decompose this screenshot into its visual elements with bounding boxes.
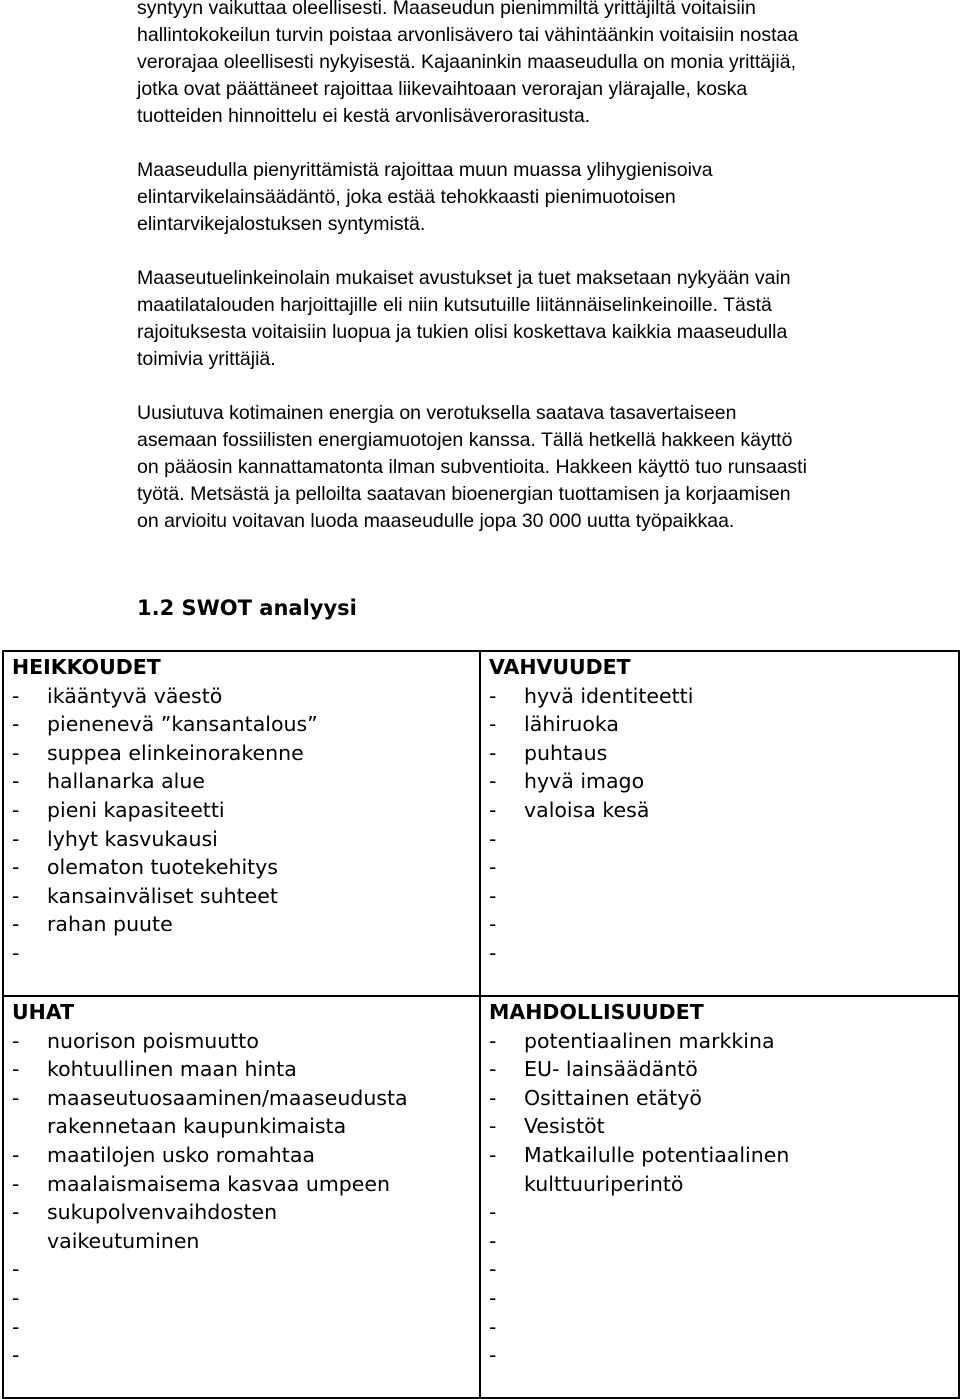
bullet-dash: - bbox=[12, 1285, 20, 1310]
swot-item-text: kansainväliset suhteet bbox=[47, 883, 278, 908]
text-line: Uusiutuva kotimainen energia on verotuksella saatava tasavertaiseen bbox=[137, 402, 737, 424]
bullet-dash: - bbox=[12, 712, 20, 737]
swot-item bbox=[12, 739, 479, 768]
text-line: on pääosin kannattamatonta ilman subventioita. Hakkeen käyttö tuo runsaasti bbox=[137, 456, 807, 478]
bullet-dash: - bbox=[12, 1028, 20, 1053]
bullet-dash: - bbox=[489, 855, 497, 880]
text-line: elintarvikelainsäädäntö, joka estää tehokkaasti pienimuotoisen bbox=[137, 186, 676, 208]
swot-item-text: sukupolvenvaihdosten vaikeutuminen bbox=[47, 1200, 278, 1253]
section-heading: 1.2 SWOT analyysi bbox=[137, 596, 357, 620]
bullet-dash: - bbox=[489, 1142, 497, 1167]
text-line: syntyyn vaikuttaa oleellisesti. Maaseudun pienimmiltä yrittäjiltä voitaisiin bbox=[137, 0, 756, 19]
swot-item-text: ikääntyvä väestö bbox=[47, 683, 223, 708]
bullet-dash: - bbox=[12, 740, 20, 765]
swot-item bbox=[489, 1313, 958, 1342]
swot-item bbox=[12, 710, 479, 739]
swot-item bbox=[12, 682, 479, 711]
bullet-dash: - bbox=[489, 797, 497, 822]
bullet-dash: - bbox=[12, 1142, 20, 1167]
swot-item bbox=[12, 939, 479, 968]
bullet-dash: - bbox=[489, 1114, 497, 1139]
bullet-dash: - bbox=[12, 1343, 20, 1368]
bullet-dash: - bbox=[12, 797, 20, 822]
swot-item-text: Vesistöt bbox=[524, 1114, 605, 1139]
text-line: jotka ovat päättäneet rajoittaa liikevaihtoaan verorajan ylärajalle, koska bbox=[137, 78, 748, 100]
swot-item bbox=[489, 1341, 958, 1370]
bullet-dash: - bbox=[489, 683, 497, 708]
swot-item-text: hyvä imago bbox=[524, 769, 645, 794]
swot-cell-opportunities bbox=[480, 996, 959, 1398]
paragraph-food-legislation bbox=[137, 157, 937, 238]
swot-item bbox=[12, 882, 479, 911]
bullet-dash: - bbox=[12, 1171, 20, 1196]
swot-item bbox=[12, 1084, 479, 1141]
bullet-dash: - bbox=[489, 1343, 497, 1368]
weaknesses-title: HEIKKOUDET bbox=[12, 655, 161, 679]
bullet-dash: - bbox=[489, 1257, 497, 1282]
swot-item-text: maatilojen usko romahtaa bbox=[47, 1142, 315, 1167]
weaknesses-list bbox=[12, 682, 479, 968]
swot-item bbox=[489, 1198, 958, 1227]
swot-item bbox=[489, 767, 958, 796]
paragraph-energy bbox=[137, 400, 937, 535]
swot-table bbox=[2, 650, 960, 1399]
swot-item bbox=[12, 1341, 479, 1370]
swot-item bbox=[489, 825, 958, 854]
swot-item bbox=[489, 1084, 958, 1113]
swot-item-text: Matkailulle potentiaalinen kulttuuriperintö bbox=[524, 1142, 790, 1196]
text-line: Maaseudulla pienyrittämistä rajoittaa muun muassa ylihygienisoiva bbox=[137, 159, 713, 181]
threats-list bbox=[12, 1027, 479, 1370]
swot-item-text: olematon tuotekehitys bbox=[47, 855, 278, 880]
swot-item bbox=[489, 853, 958, 882]
text-line: elintarvikejalostuksen syntymistä. bbox=[137, 213, 426, 235]
swot-item bbox=[12, 1027, 479, 1056]
text-line: työtä. Metsästä ja pelloilta saatavan bioenergian tuottamisen ja korjaamisen bbox=[137, 483, 791, 505]
swot-item bbox=[12, 825, 479, 854]
swot-item bbox=[489, 1284, 958, 1313]
swot-item bbox=[12, 910, 479, 939]
bullet-dash: - bbox=[489, 912, 497, 937]
bullet-dash: - bbox=[12, 826, 20, 851]
bullet-dash: - bbox=[489, 1085, 497, 1110]
swot-item bbox=[489, 796, 958, 825]
opportunities-list bbox=[489, 1027, 958, 1370]
swot-item bbox=[489, 1027, 958, 1056]
swot-item bbox=[12, 1055, 479, 1084]
swot-item-text: nuorison poismuutto bbox=[47, 1028, 259, 1053]
bullet-dash: - bbox=[489, 712, 497, 737]
swot-item bbox=[12, 1141, 479, 1170]
swot-item-text: maalaismaisema kasvaa umpeen bbox=[47, 1171, 391, 1196]
swot-item bbox=[489, 1141, 958, 1198]
swot-item-text: kohtuullinen maan hinta bbox=[47, 1057, 297, 1082]
bullet-dash: - bbox=[489, 769, 497, 794]
bullet-dash: - bbox=[12, 1314, 20, 1339]
bullet-dash: - bbox=[489, 1285, 497, 1310]
swot-item-text: potentiaalinen markkina bbox=[524, 1028, 775, 1053]
swot-item-text: hallanarka alue bbox=[47, 769, 205, 794]
bullet-dash: - bbox=[489, 740, 497, 765]
bullet-dash: - bbox=[12, 1200, 20, 1225]
swot-item bbox=[489, 1112, 958, 1141]
paragraph-subsidies bbox=[137, 265, 937, 373]
swot-item bbox=[489, 710, 958, 739]
text-line: tuotteiden hinnoittelu ei kestä arvonlisäverorasitusta. bbox=[137, 105, 591, 127]
swot-item-text: lähiruoka bbox=[524, 712, 619, 737]
swot-item bbox=[489, 882, 958, 911]
swot-item bbox=[489, 682, 958, 711]
strengths-title: VAHVUUDET bbox=[489, 655, 631, 679]
swot-cell-strengths bbox=[480, 651, 959, 996]
swot-item-text: Osittainen etätyö bbox=[524, 1085, 702, 1110]
bullet-dash: - bbox=[12, 1057, 20, 1082]
swot-item bbox=[12, 767, 479, 796]
swot-item bbox=[489, 1227, 958, 1256]
swot-cell-weaknesses bbox=[3, 651, 480, 996]
bullet-dash: - bbox=[489, 1057, 497, 1082]
bullet-dash: - bbox=[12, 912, 20, 937]
bullet-dash: - bbox=[12, 883, 20, 908]
text-line: toimivia yrittäjiä. bbox=[137, 348, 276, 370]
swot-item bbox=[489, 1255, 958, 1284]
bullet-dash: - bbox=[12, 1085, 20, 1110]
swot-item bbox=[12, 1198, 479, 1255]
swot-item bbox=[489, 910, 958, 939]
swot-item bbox=[12, 796, 479, 825]
swot-item-text: hyvä identiteetti bbox=[524, 683, 694, 708]
text-line: asemaan fossiilisten energiamuotojen kanssa. Tällä hetkellä hakkeen käyttö bbox=[137, 429, 793, 451]
swot-cell-threats bbox=[3, 996, 480, 1398]
swot-item-text: rahan puute bbox=[47, 912, 173, 937]
swot-item bbox=[12, 1170, 479, 1199]
bullet-dash: - bbox=[12, 855, 20, 880]
swot-item-text: suppea elinkeinorakenne bbox=[47, 740, 304, 765]
swot-item bbox=[489, 939, 958, 968]
swot-item-text: EU- lainsäädäntö bbox=[524, 1057, 698, 1082]
bullet-dash: - bbox=[489, 1200, 497, 1225]
bullet-dash: - bbox=[12, 940, 20, 965]
swot-item bbox=[12, 853, 479, 882]
swot-item-text: puhtaus bbox=[524, 740, 608, 765]
swot-item-text: pienenevä ”kansantalous” bbox=[47, 712, 318, 737]
bullet-dash: - bbox=[489, 883, 497, 908]
bullet-dash: - bbox=[12, 1257, 20, 1282]
threats-title: UHAT bbox=[12, 1000, 75, 1024]
bullet-dash: - bbox=[489, 826, 497, 851]
text-line: Maaseutuelinkeinolain mukaiset avustukset ja tuet maksetaan nykyään vain bbox=[137, 267, 791, 289]
text-line: on arvioitu voitavan luoda maaseudulle jopa 30 000 uutta työpaikkaa. bbox=[137, 510, 735, 532]
swot-item-text: pieni kapasiteetti bbox=[47, 797, 225, 822]
swot-item bbox=[12, 1284, 479, 1313]
bullet-dash: - bbox=[489, 1314, 497, 1339]
strengths-list bbox=[489, 682, 958, 968]
bullet-dash: - bbox=[489, 1228, 497, 1253]
text-line: verorajaa oleellisesti nykyisestä. Kajaaninkin maaseudulla on monia yrittäjiä, bbox=[137, 51, 797, 73]
paragraph-vat bbox=[137, 0, 937, 130]
swot-item-text: maaseutuosaaminen/maaseudusta rakennetaan kaupunkimaista bbox=[47, 1085, 408, 1139]
bullet-dash: - bbox=[489, 940, 497, 965]
swot-item-text: valoisa kesä bbox=[524, 797, 650, 822]
text-line: rajoituksesta voitaisiin luopua ja tukien olisi koskettava kaikkia maaseudulla bbox=[137, 321, 788, 343]
bullet-dash: - bbox=[489, 1028, 497, 1053]
swot-item bbox=[489, 1055, 958, 1084]
swot-item bbox=[489, 739, 958, 768]
text-line: hallintokokeilun turvin poistaa arvonlisävero tai vähintäänkin voitaisiin nostaa bbox=[137, 24, 799, 46]
bullet-dash: - bbox=[12, 769, 20, 794]
swot-item bbox=[12, 1255, 479, 1284]
swot-item-text: lyhyt kasvukausi bbox=[47, 826, 218, 851]
bullet-dash: - bbox=[12, 683, 20, 708]
swot-item bbox=[12, 1313, 479, 1342]
text-line: maatilatalouden harjoittajille eli niin kutsutuille liitännäiselinkeinoille. Tästä bbox=[137, 294, 772, 316]
opportunities-title: MAHDOLLISUUDET bbox=[489, 1000, 704, 1024]
